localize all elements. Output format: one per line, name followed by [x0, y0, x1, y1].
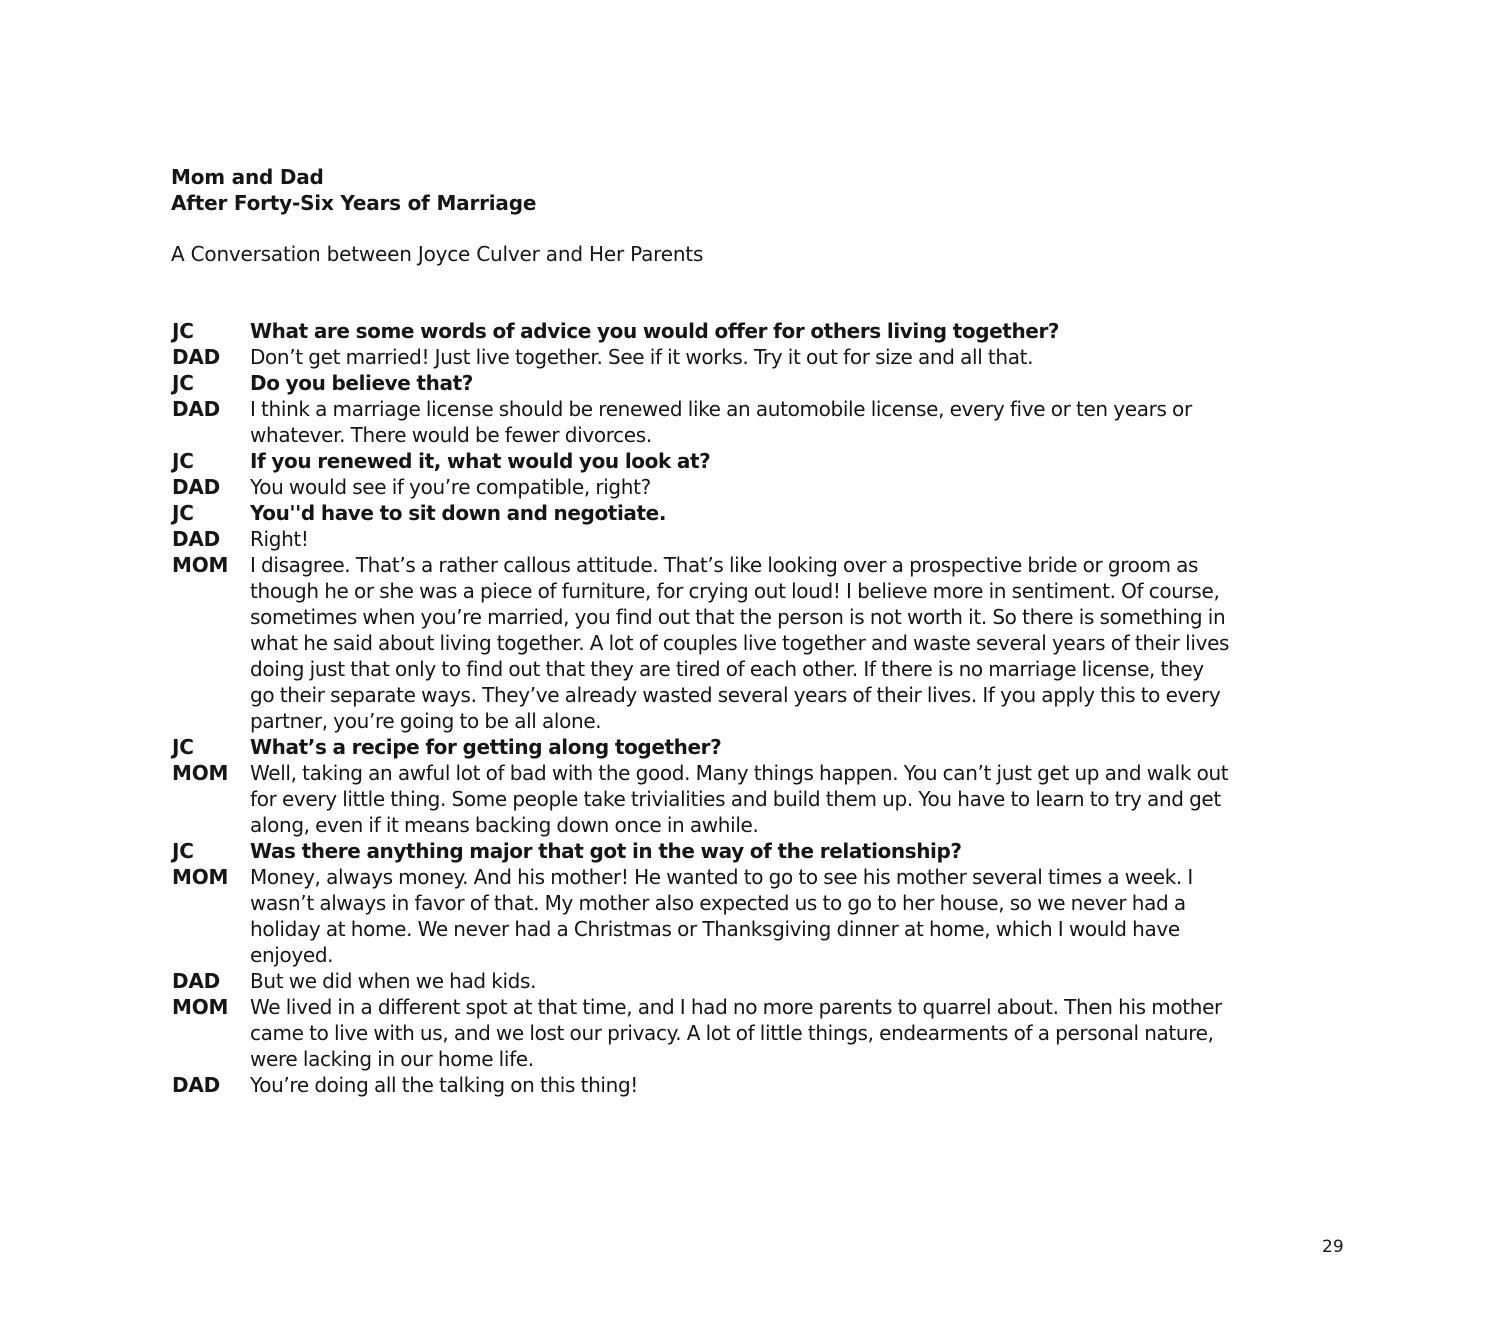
speaker-label: JC [172, 319, 194, 343]
answer-text: Well, taking an awful lot of bad with the good. Many things happen. You can’t just get up and walk out for every little thing. Some people take trivialities and build them up. You have to learn to try and get along, even if it means backing down once in awhile. [250, 761, 1229, 837]
speaker-label: MOM [172, 865, 229, 889]
dialogue [172, 318, 1232, 1098]
speaker-label: JC [172, 371, 194, 395]
answer-text: Money, always money. And his mother! He wanted to go to see his mother several times a week. I wasn’t always in favor of that. My mother also expected us to go to her house, so we never had a holiday at home. We never had a Christmas or Thanksgiving dinner at home, which I would have enjoyed. [250, 865, 1193, 967]
conversation-description: A Conversation between Joyce Culver and Her Parents [171, 242, 704, 266]
dialogue-turn [172, 838, 1232, 864]
speaker-label: DAD [172, 397, 221, 421]
answer-text: We lived in a different spot at that time, and I had no more parents to quarrel about. Then his mother came to live with us, and we lost our privacy. A lot of little things, endearments of a personal nature, were lacking in our home life. [250, 995, 1222, 1071]
dialogue-turn [172, 448, 1232, 474]
speaker-label: MOM [172, 995, 229, 1019]
question-text: Was there anything major that got in the way of the relationship? [250, 839, 962, 863]
page-number: 29 [1322, 1237, 1344, 1257]
page-subtitle-title: After Forty-Six Years of Marriage [171, 191, 537, 215]
dialogue-turn [172, 474, 1232, 500]
dialogue-turn [172, 734, 1232, 760]
dialogue-turn [172, 344, 1232, 370]
question-text: What are some words of advice you would offer for others living together? [250, 319, 1060, 343]
dialogue-turn [172, 526, 1232, 552]
speaker-label: MOM [172, 553, 229, 577]
speaker-label: JC [172, 449, 194, 473]
question-text: What’s a recipe for getting along together? [250, 735, 722, 759]
dialogue-turn [172, 994, 1232, 1072]
question-text: If you renewed it, what would you look at? [250, 449, 711, 473]
answer-text: You’re doing all the talking on this thing! [250, 1073, 638, 1097]
question-text: Do you believe that? [250, 371, 473, 395]
dialogue-turn [172, 318, 1232, 344]
dialogue-turn [172, 968, 1232, 994]
title-block [171, 164, 536, 216]
answer-text: Right! [250, 527, 309, 551]
dialogue-turn [172, 552, 1232, 734]
answer-text: Don’t get married! Just live together. See if it works. Try it out for size and all that. [250, 345, 1034, 369]
answer-text: I think a marriage license should be renewed like an automobile license, every five or ten years or whatever. There would be fewer divorces. [250, 397, 1192, 447]
answer-text: I disagree. That’s a rather callous attitude. That’s like looking over a prospective bride or groom as though he or she was a piece of furniture, for crying out loud! I believe more in sentiment. Of course, sometimes when you’re married, you find out that the person is not worth it. So there is something in what he said about living together. A lot of couples live together and waste several years of their lives doing just that only to find out that they are tired of each other. If there is no marriage license, they go their separate ways. They’ve already wasted several years of their lives. If you apply this to every partner, you’re going to be all alone. [250, 553, 1230, 733]
speaker-label: DAD [172, 1073, 221, 1097]
speaker-label: DAD [172, 969, 221, 993]
question-text: You''d have to sit down and negotiate. [250, 501, 667, 525]
page-title: Mom and Dad [171, 165, 324, 189]
speaker-label: MOM [172, 761, 229, 785]
speaker-label: DAD [172, 475, 221, 499]
dialogue-turn [172, 760, 1232, 838]
dialogue-turn [172, 500, 1232, 526]
dialogue-turn [172, 370, 1232, 396]
speaker-label: JC [172, 735, 194, 759]
speaker-label: JC [172, 839, 194, 863]
speaker-label: DAD [172, 345, 221, 369]
dialogue-turn [172, 864, 1232, 968]
answer-text: You would see if you’re compatible, right? [250, 475, 651, 499]
dialogue-turn [172, 396, 1232, 448]
answer-text: But we did when we had kids. [250, 969, 537, 993]
dialogue-turn [172, 1072, 1232, 1098]
speaker-label: DAD [172, 527, 221, 551]
speaker-label: JC [172, 501, 194, 525]
